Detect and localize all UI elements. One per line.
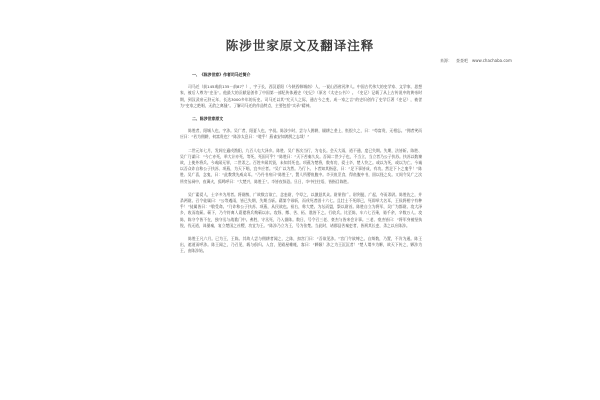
paragraph: 二世元年七月，发闾左適戍渔阳，九百人屯大泽乡。陈胜、吴广皆次当行，为屯长。会天大雨，道不通，度已失期。失期，法皆斩。陈胜、吴广乃谋曰：“今亡亦死，举大计亦死，等死，死国可乎？”陈胜曰：“天下苦秦久矣。吾闻二世少子也，不当立，当立者乃公子扶苏。扶苏以数谏故，上使外将兵。今或闻无罪，二世杀之。百姓多闻其贤，未知其死也。项燕为楚将，数有功，爱士卒，楚人怜之。或以为死，或以为亡。今诚以吾众诈自称公子扶苏、项燕，为天下唱，宜多应者。”吴广以为然。乃行卜。卜者知其指意，曰：“足下事皆成，有功。然足下卜之鬼乎！”陈胜、吴广喜，念鬼，曰：“此教我先威众耳。”乃丹书帛曰“陈胜王”，置人所罾鱼腹中。卒买鱼烹食，得鱼腹中书，固以怪之矣。又间令吴广之次所旁丛祠中，夜篝火，狐鸣呼曰：“大楚兴，陈胜王”。卒皆夜惊恐。旦日，卒中往往语，皆指目陈胜。 — [180, 147, 422, 184]
source-line — [440, 58, 516, 64]
page-title: 陈涉世家原文及翻译注释 — [225, 38, 375, 53]
paragraph: 司马迁（前145或前135－前87？），字子长，西汉夏阳（今陕西韩城南）人，一说山西省河津人。中国古代伟大的史学家、文学家、思想家，被后人尊为“史圣”。他最大的贡献是创作了中国第一部纪传体通史《史记》（原名《太史公书》）。《史记》记载了从上古传说中的黄帝时期，到汉武帝元狩元年，长达3000多年的历史。司马迁以其“究天人之际，通古今之变，成一家之言”的史识创作了史学巨著《史记》，被誉为“史家之绝唱，无韵之离骚”。了解司马迁的作品特点，主要包括“实录”精神。 — [180, 84, 422, 108]
document-body — [180, 68, 422, 262]
paragraph: 陈胜王凡六月。已为王，王陈。其故人尝与佣耕者闻之，之陈，扣宫门曰：“吾欲见涉。”宫门令欲缚之。自辩数，乃置，不肯为通。陈王出，遮道而呼涉。陈王闻之，乃召见，载与俱归。入宫，见殿屋帷帐，客曰：“夥颐！涉之为王沉沉者！”楚人谓多为夥，故天下传之，夥涉为王，由陈涉始。 — [180, 236, 422, 254]
section-heading-author: 一、《陈涉世家》作者司马迁简介 — [192, 72, 251, 77]
source-author: 查查吧 — [456, 58, 468, 63]
section-heading-text: 二、陈涉世家原文 — [192, 116, 224, 122]
source-label: 来源： — [440, 58, 452, 63]
paragraph: 陈胜者，阳城人也，字涉。吴广者，阳夏人也，字叔。陈涉少时，尝与人佣耕，辍耕之垄上，怅恨久之，曰：“苟富贵，无相忘。”佣者笑而应曰：“若为佣耕，何富贵也？”陈涉太息曰：“嗟乎！燕雀安知鸿鹄之志哉！” — [180, 128, 422, 140]
paragraph: 吴广素爱人，士卒多为用者。将尉醉，广故数言欲亡，忿恚尉，令辱之，以激怒其众。尉果笞广。尉剑挺，广起，夺而杀尉。陈胜佐之，并杀两尉。召令徒属曰：“公等遇雨，皆已失期，失期当斩。藉第令毋斩，而戍死者固十六七。且壮士不死即已，死即举大名耳，王侯将相宁有种乎！”徒属皆曰：“敬受命。”乃诈称公子扶苏、项燕，从民欲也。袒右，称大楚。为坛而盟，祭以尉首。陈胜自立为将军，吴广为都尉。攻大泽乡，收而攻蕲。蕲下，乃令符离人葛婴将兵徇蕲以东。攻铚、酂、苦、柘、谯皆下之。行收兵。比至陈，车六七百乘，骑千余，卒数万人。攻陈，陈守令皆不在，独守丞与战谯门中。弗胜，守丞死，乃入据陈。数日，号令召三老、豪杰与皆来会计事。三老、豪杰皆曰：“将军身被坚执锐，伐无道，诛暴秦，复立楚国之社稷，功宜为王。”陈涉乃立为王，号为张楚。当此时，诸郡县苦秦吏者，皆刑其长吏，杀之以应陈涉。 — [180, 191, 422, 228]
source-site[interactable]: www.chachaba.com — [472, 58, 512, 63]
